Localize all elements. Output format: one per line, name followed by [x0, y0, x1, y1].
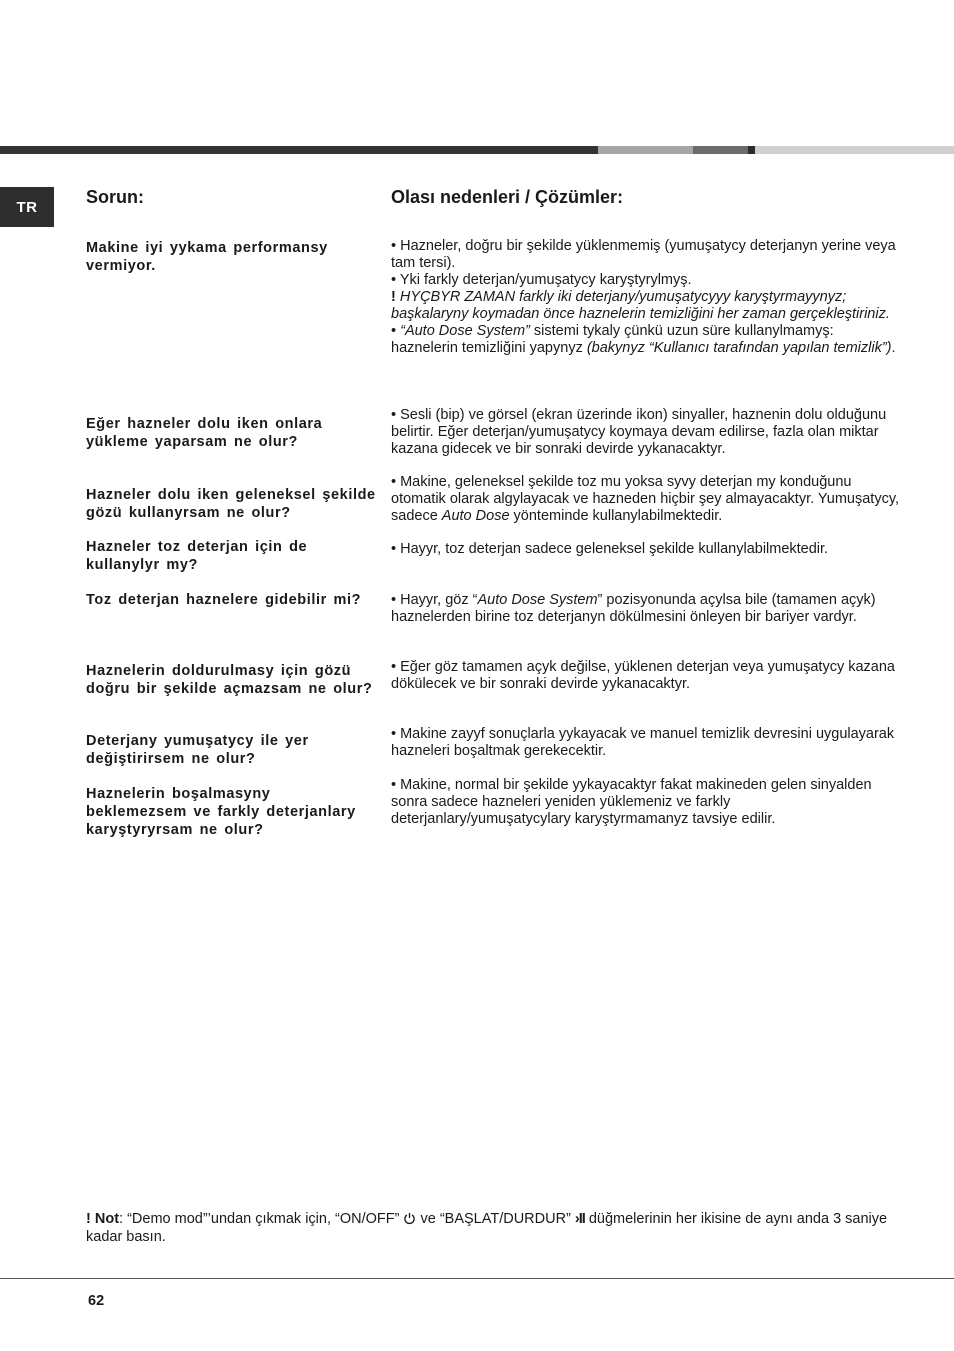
- play-pause-icon: ›II: [574, 1211, 585, 1227]
- question-4: Hazneler toz deterjan için de kullanylyr my?: [86, 539, 308, 573]
- question-6: Haznelerin doldurulmasy için gözü doğru bir şekilde açmazsam ne olur?: [86, 663, 373, 697]
- warning-icon: !: [391, 289, 396, 305]
- answer-1-bullet-3: • “Auto Dose System” sistemi tykaly çünkü uzun süre kullanylmamyş: haznelerin temizliğini yapynyz (bakynyz “Kullanıcı tarafından yapılan temizlik”).: [391, 323, 896, 356]
- column-header-problem: Sorun:: [86, 187, 144, 207]
- answer-6: • Eğer göz tamamen açyk değilse, yüklenen deterjan veya yumuşatycy kazana dökülecek ve bir sonraki devirde yykanacaktyr.: [391, 659, 895, 692]
- note-label: Not: [94, 1211, 120, 1227]
- answer-1-warning: ! HYÇBYR ZAMAN farkly iki deterjany/yumuşatycyyy karyştyrmayynyz; başkalaryny koymadan önce haznelerin temizliğini her zaman gerçekleştiriniz.: [391, 289, 890, 322]
- warning-icon: !: [86, 1211, 91, 1227]
- demo-mode-note: ! Not: “Demo mod”’undan çıkmak için, “ON/OFF” ve “BAŞLAT/DURDUR” ›II düğmelerinin her ikisine de aynı anda 3 saniye kadar basın.: [86, 1211, 888, 1245]
- top-decorative-bar: [0, 146, 954, 154]
- answer-1-bullet-1: • Hazneler, doğru bir şekilde yüklenmemiş (yumuşatycy deterjanyn yerine veya tam tersi).: [391, 238, 896, 271]
- question-5: Toz deterjan haznelere gidebilir mi?: [86, 592, 362, 608]
- answer-8: • Makine, normal bir şekilde yykayacaktyr fakat makineden gelen sinyalden sonra sadece hazneleri yeniden yüklemeniz ve farkly deterjanlary/yumuşatycylary karyştyrmamanyz tavsiye edilir.: [391, 777, 872, 827]
- language-tab: TR: [0, 187, 54, 227]
- power-icon: [403, 1212, 416, 1225]
- answer-2: • Sesli (bip) ve görsel (ekran üzerinde ikon) sinyaller, haznenin dolu olduğunu belirtir. Eğer deterjan/yumuşatycy koymaya devam edilirse, fazla olan miktar kazana gidecek ve bir sonraki devirde yykanacaktyr.: [391, 407, 887, 457]
- answer-5: • Hayyr, göz “Auto Dose System” pozisyonunda açylsa bile (tamamen açyk) haznelerden birine toz deterjanyn dökülmesini önleyen bir bariyer vardyr.: [391, 592, 876, 625]
- answer-1-bullet-2: • Yki farkly deterjan/yumuşatycy karyştyrylmyş.: [391, 272, 692, 288]
- answer-7: • Makine zayyf sonuçlarla yykayacak ve manuel temizlik devresini uygulayarak hazneleri boşaltmak gerekecektir.: [391, 726, 895, 759]
- answer-1: [391, 238, 903, 357]
- page-number: 62: [88, 1293, 105, 1309]
- answer-3: • Makine, geleneksel şekilde toz mu yoksa syvy deterjan my konduğunu otomatik olarak algylayacak ve hazneden hiçbir şey almayacaktyr. Yumuşatycy, sadece Auto Dose yönteminde kullanylabilmektedir.: [391, 474, 900, 524]
- footer-rule: [0, 1278, 954, 1279]
- question-3: Hazneler dolu iken geleneksel şekilde gözü kullanyrsam ne olur?: [86, 487, 376, 521]
- question-8: Haznelerin boşalmasyny beklemezsem ve farkly deterjanlary karyştyryrsam ne olur?: [86, 786, 356, 838]
- question-7: Deterjany yumuşatycy ile yer değiştirirsem ne olur?: [86, 733, 309, 767]
- answer-4: • Hayyr, toz deterjan sadece geleneksel şekilde kullanylabilmektedir.: [391, 541, 829, 557]
- question-1: Makine iyi yykama performansy vermiyor.: [86, 240, 328, 274]
- column-header-solutions: Olası nedenleri / Çözümler:: [391, 187, 624, 207]
- question-2: Eğer hazneler dolu iken onlara yükleme yaparsam ne olur?: [86, 416, 323, 450]
